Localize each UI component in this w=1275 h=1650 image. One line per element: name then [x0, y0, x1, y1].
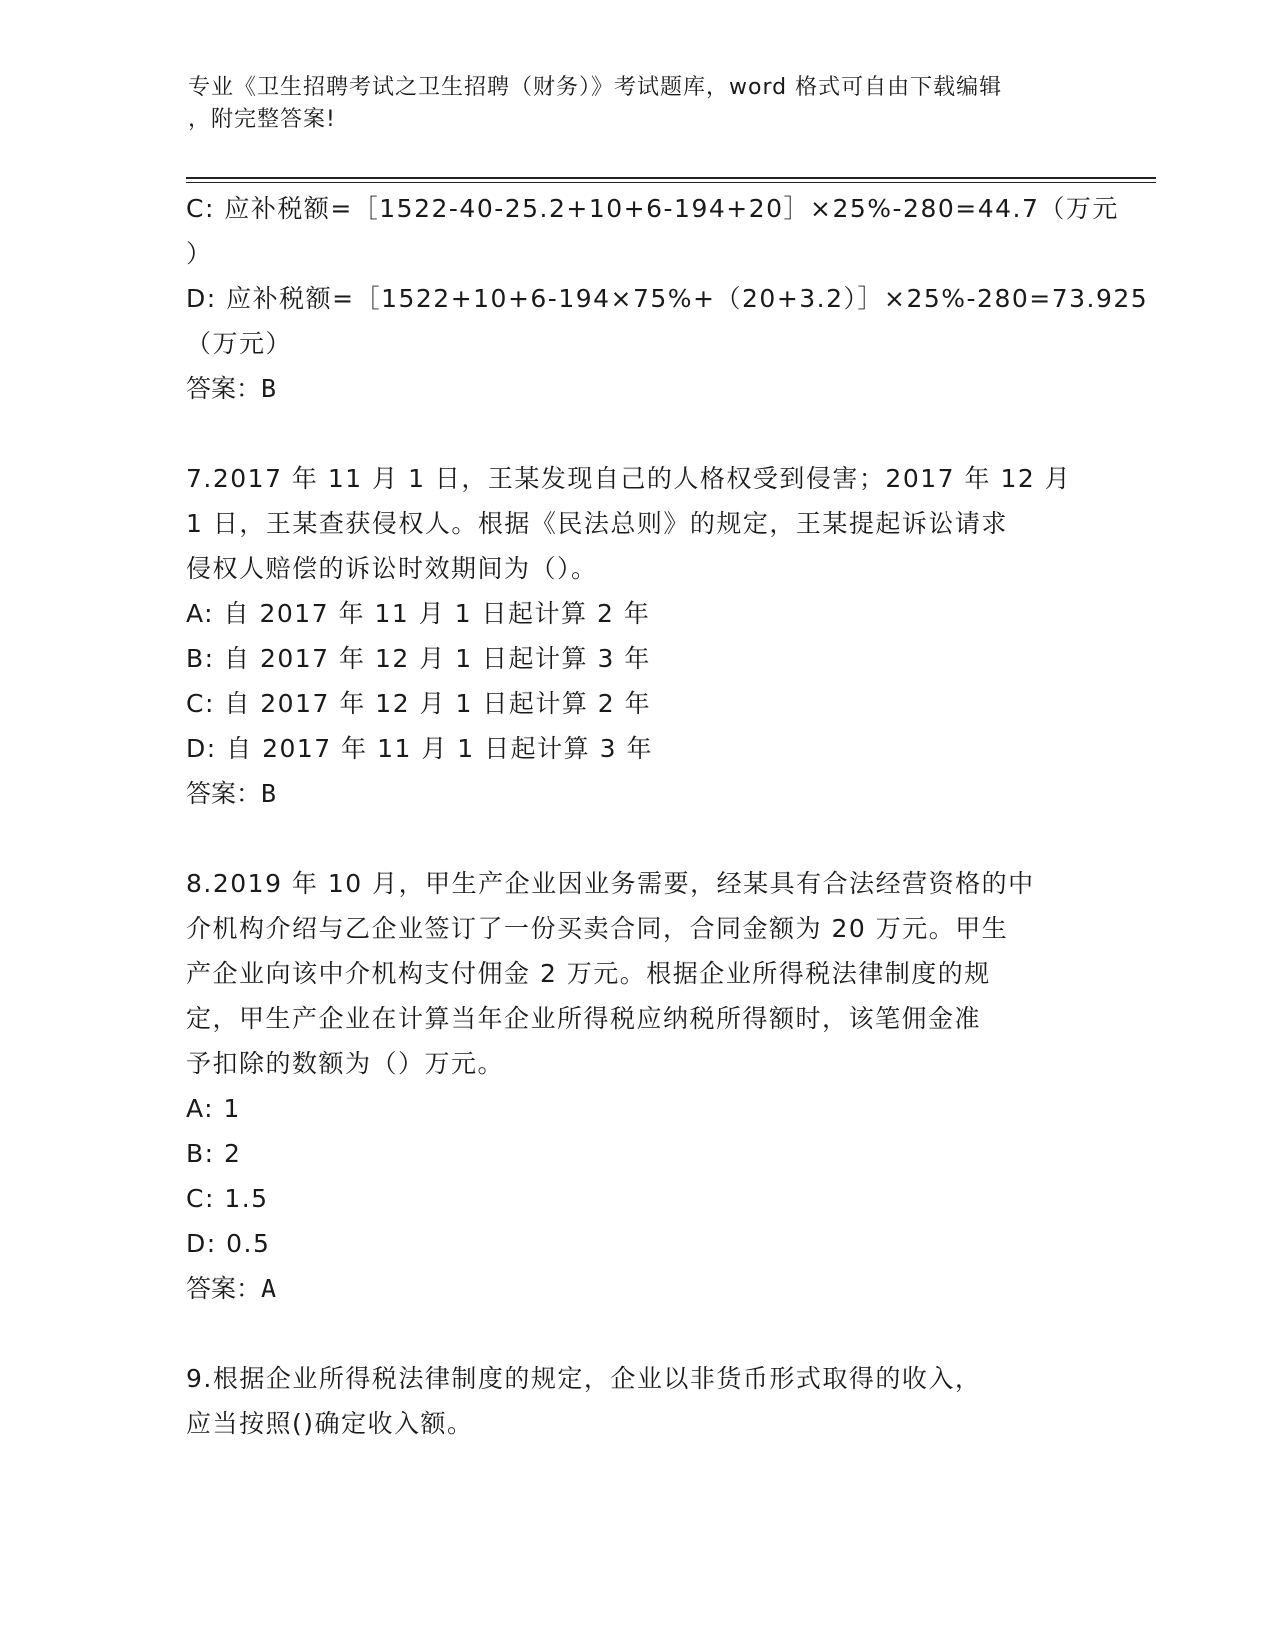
q6-option-c: C: 应补税额=［1522-40-25.2+10+6-194+20］×25%-280=44.7（万元	[186, 194, 1119, 223]
q7-text-2: 1 日，王某查获侵权人。根据《民法总则》的规定，王某提起诉讼请求	[186, 509, 1008, 538]
q7-option-d: D: 自 2017 年 11 月 1 日起计算 3 年	[186, 734, 653, 763]
header-divider-thick	[186, 177, 1156, 179]
q8-option-a: A: 1	[186, 1094, 241, 1123]
q7-answer: 答案：B	[186, 779, 277, 808]
q6-option-d: D: 应补税额=［1522+10+6-194×75%+（20+3.2）］×25%-280=73.925	[186, 284, 1149, 313]
q8-text-2: 介机构介绍与乙企业签订了一份买卖合同，合同金额为 20 万元。甲生	[186, 914, 1009, 943]
q8-text-3: 产企业向该中介机构支付佣金 2 万元。根据企业所得税法律制度的规	[186, 959, 991, 988]
document-header	[188, 72, 1088, 136]
q7-option-a: A: 自 2017 年 11 月 1 日起计算 2 年	[186, 599, 651, 628]
header-divider-thin	[186, 182, 1156, 183]
q7-option-b: B: 自 2017 年 12 月 1 日起计算 3 年	[186, 644, 651, 673]
q8-text-1: 8.2019 年 10 月，甲生产企业因业务需要，经某具有合法经营资格的中	[186, 869, 1035, 898]
header-line-2: ，附完整答案!	[188, 107, 336, 132]
q6-option-d-cont: （万元）	[186, 329, 293, 358]
q9-text-1: 9.根据企业所得税法律制度的规定，企业以非货币形式取得的收入，	[186, 1364, 982, 1393]
q8-answer: 答案：A	[186, 1274, 277, 1303]
q8-option-c: C: 1.5	[186, 1184, 269, 1213]
q8-option-d: D: 0.5	[186, 1229, 271, 1258]
q7-text-1: 7.2017 年 11 月 1 日，王某发现自己的人格权受到侵害；2017 年 12 月	[186, 464, 1072, 493]
q8-text-4: 定，甲生产企业在计算当年企业所得税应纳税所得额时，该笔佣金准	[186, 1004, 982, 1033]
q6-answer: 答案：B	[186, 374, 277, 403]
q6-option-c-cont: ）	[186, 239, 213, 268]
q8-text-5: 予扣除的数额为（）万元。	[186, 1049, 505, 1078]
header-line-1: 专业《卫生招聘考试之卫生招聘（财务）》考试题库，word 格式可自由下载编辑	[188, 75, 1003, 100]
q9-text-2: 应当按照()确定收入额。	[186, 1409, 474, 1438]
q8-option-b: B: 2	[186, 1139, 242, 1168]
q7-text-3: 侵权人赔偿的诉讼时效期间为（）。	[186, 554, 598, 583]
q7-option-c: C: 自 2017 年 12 月 1 日起计算 2 年	[186, 689, 652, 718]
